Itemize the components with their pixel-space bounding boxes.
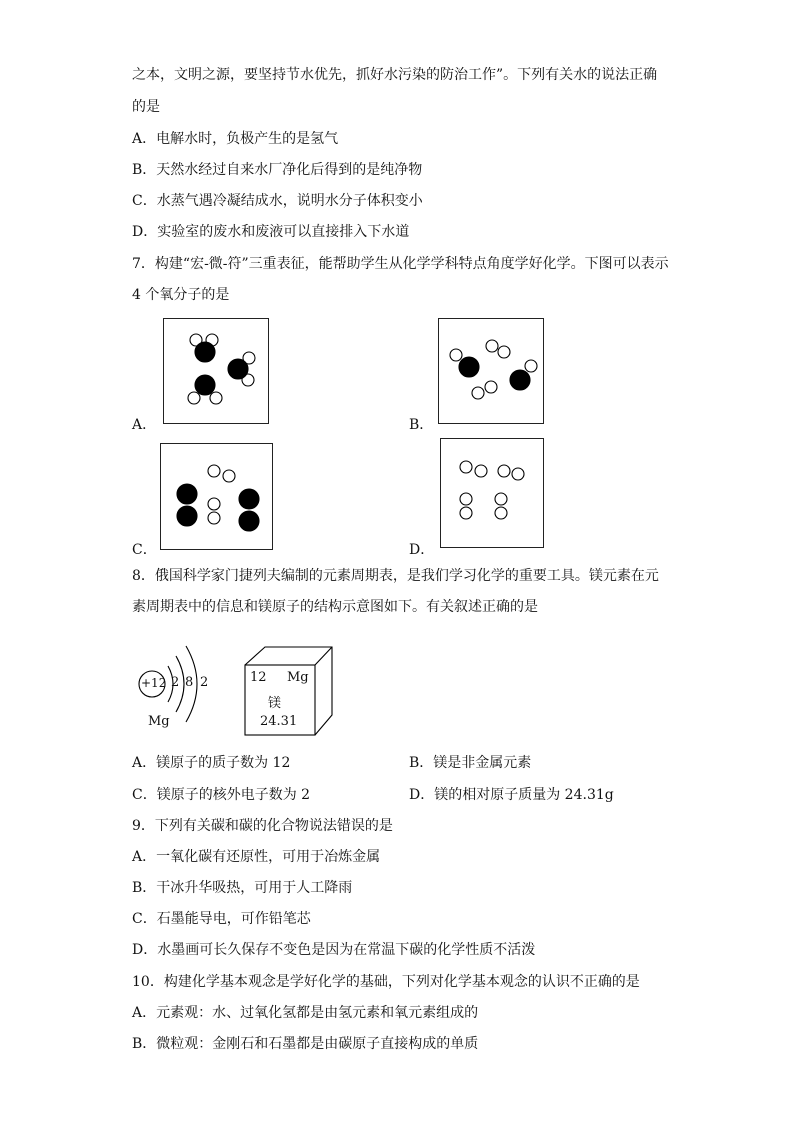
- nucleus-charge: +12: [141, 676, 167, 690]
- q7-stem-line1: 7．构建“宏-微-符”三重表征，能帮助学生从化学学科特点角度学好化学。下图可以表示: [132, 256, 669, 272]
- q7-option-a-label: A．: [132, 417, 157, 433]
- q7-option-d-label: D．: [409, 542, 435, 558]
- q8-option-d: D．镁的相对原子质量为 24.31g: [409, 787, 614, 803]
- molecule-illustration: [439, 319, 545, 425]
- q7-option-d-diagram: [440, 438, 544, 548]
- q8-option-b: B．镁是非金属元素: [409, 755, 532, 771]
- q6-option-d: D．实验室的废水和废液可以直接排入下水道: [132, 224, 410, 240]
- q8-stem-line1: 8．俄国科学家门捷列夫编制的元素周期表，是我们学习化学的重要工具。镁元素在元: [132, 568, 659, 584]
- atomic-number: 12: [250, 670, 267, 685]
- q7-stem-line2: 4 个氧分子的是: [132, 287, 230, 303]
- q9-stem: 9．下列有关碳和碳的化合物说法错误的是: [132, 818, 393, 834]
- q7-option-a-diagram: [163, 318, 269, 424]
- q7-option-c-label: C．: [132, 542, 157, 558]
- q7-option-c-diagram: [160, 443, 273, 550]
- q9-option-c: C．石墨能导电，可作铅笔芯: [132, 911, 311, 927]
- q6-stem-line1: 之本，文明之源，要坚持节水优先，抓好水污染的防治工作”。下列有关水的说法正确: [132, 67, 658, 83]
- q9-option-a: A．一氧化碳有还原性，可用于冶炼金属: [132, 849, 381, 865]
- q10-option-b: B．微粒观：金刚石和石墨都是由碳原子直接构成的单质: [132, 1036, 479, 1052]
- atomic-mass: 24.31: [260, 714, 298, 729]
- q10-stem: 10．构建化学基本观念是学好化学的基础，下列对化学基本观念的认识不正确的是: [132, 974, 640, 990]
- q9-option-d: D．水墨画可长久保存不变色是因为在常温下碳的化学性质不活泼: [132, 942, 536, 958]
- atom-symbol: Mg: [148, 714, 170, 729]
- element-name: 镁: [268, 696, 282, 711]
- q6-option-b: B．天然水经过自来水厂净化后得到的是纯净物: [132, 162, 423, 178]
- shell-1-electrons: 2: [171, 675, 180, 690]
- q7-option-b-label: B．: [409, 417, 434, 433]
- molecule-illustration: [441, 439, 545, 549]
- q8-stem-line2: 素周期表中的信息和镁原子的结构示意图如下。有关叙述正确的是: [132, 599, 538, 615]
- q8-option-a: A．镁原子的质子数为 12: [132, 755, 291, 771]
- q7-option-b-diagram: [438, 318, 544, 424]
- q10-option-a: A．元素观：水、过氧化氢都是由氢元素和氧元素组成的: [132, 1005, 479, 1021]
- shell-2-electrons: 8: [185, 675, 194, 690]
- q6-option-c: C．水蒸气遇冷凝结成水，说明水分子体积变小: [132, 193, 423, 209]
- element-symbol: Mg: [287, 670, 309, 685]
- molecule-illustration: [161, 444, 274, 551]
- q8-option-c: C．镁原子的核外电子数为 2: [132, 787, 311, 803]
- q9-option-b: B．干冰升华吸热，可用于人工降雨: [132, 880, 353, 896]
- q6-stem-line2: 的是: [132, 99, 160, 115]
- q6-option-a: A．电解水时，负极产生的是氢气: [132, 131, 339, 147]
- shell-3-electrons: 2: [200, 675, 209, 690]
- molecule-illustration: [164, 319, 270, 425]
